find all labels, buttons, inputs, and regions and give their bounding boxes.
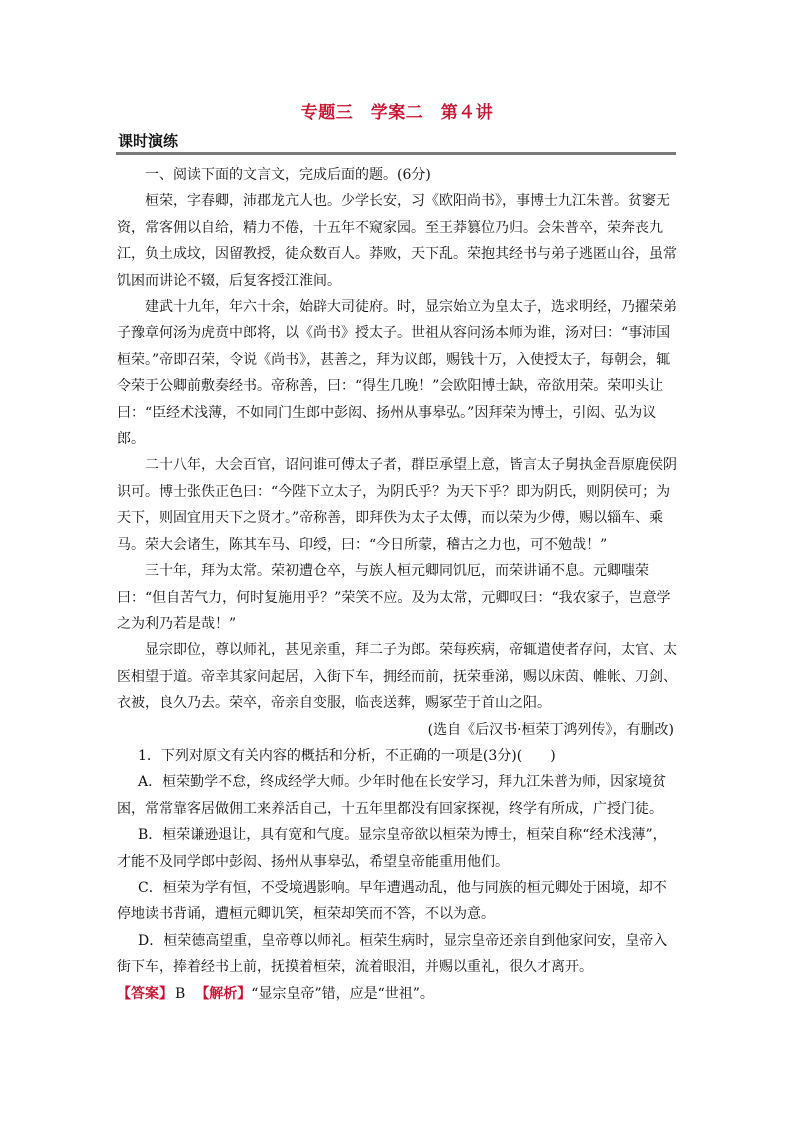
content-body (117, 162, 678, 1007)
page-title: 专题三 学案二 第４讲 (300, 103, 494, 123)
explanation-text: “显宗皇帝”错，应是“世祖”。 (251, 985, 434, 1002)
answer-value: B (175, 985, 186, 1002)
answer-tag: 【答案】 (117, 985, 173, 1002)
answer-line (117, 981, 678, 1007)
source-citation: (选自《后汉书·桓荣丁鸿列传》，有删改) (427, 721, 674, 738)
passage-paragraph: 桓荣，字春卿，沛郡龙亢人也。少学长安，习《欧阳尚书》，事博士九江朱普。贫窭无资，常客佣以自给，精力不倦，十五年不窥家园。至王莽篡位乃归。会朱普卒，荣奔丧九江，负土成坟，因留教授，徒众数百人。莽败，天下乱。荣抱其经书与弟子逃匿山谷，虽常饥困而讲论不辍，后复客授江淮间。 (117, 193, 677, 289)
passage-paragraph: 二十八年，大会百官，诏问谁可傅太子者，群臣承望上意，皆言太子舅执金吾原鹿侯阴识可。博士张佚正色曰：“今陛下立太子，为阴氏乎？为天下乎？即为阴氏，则阴侯可；为天下，则固宜用天下之贤才。”帝称善，即拜佚为太子太傅，而以荣为少傅，赐以辎车、乘马。荣大会诸生，陈其车马、印绶，曰：“今日所蒙，稽古之力也，可不勉哉！” (117, 457, 677, 553)
instruction-text: 一、阅读下面的文言文，完成后面的题。(6分) (145, 167, 431, 183)
question-stem: 1．下列对原文有关内容的概括和分析，不正确的一项是(3分)( ) (138, 747, 556, 764)
option-a: A．桓荣勤学不怠，终成经学大师。少年时他在长安学习，拜九江朱普为师，因家境贫困，常常靠客居做佣工来养活自己，十五年里都没有回家探视，终学有所成，广授门徒。 (117, 774, 667, 817)
option-b: B．桓荣谦逊退让，具有宽和气度。显宗皇帝欲以桓荣为博士，桓荣自称“经术浅薄”，才能不及同学郎中彭闳、扬州从事皋弘，希望皇帝能重用他们。 (117, 827, 667, 870)
explanation-tag: 【解析】 (195, 985, 252, 1002)
passage-paragraph: 三十年，拜为太常。荣初遭仓卒，与族人桓元卿同饥厄，而荣讲诵不息。元卿嗤荣曰：“但自苦气力，何时复施用乎？”荣笑不应。及为太常，元卿叹曰：“我农家子，岂意学之为利乃若是哉！” (117, 563, 671, 632)
heading-divider (116, 152, 676, 155)
option-d: D．桓荣德高望重，皇帝尊以师礼。桓荣生病时，显宗皇帝还亲自到他家问安，皇帝入街下车，捧着经书上前，抚摸着桓荣，流着眼泪，并赐以重礼，很久才离开。 (117, 932, 668, 976)
passage-paragraph: 显宗即位，尊以师礼，甚见亲重，拜二子为郎。荣每疾病，帝辄遣使者存问，太官、太医相望于道。帝幸其家问起居，入街下车，拥经而前，抚荣垂涕，赐以床茵、帷帐、刀剑、衣被，良久乃去。荣卒，帝亲自变服，临丧送葬，赐冢茔于首山之阳。 (117, 642, 677, 712)
section-heading: 课时演练 (118, 132, 179, 150)
passage-paragraph: 建武十九年，年六十余，始辟大司徒府。时，显宗始立为皇太子，选求明经，乃擢荣弟子豫章何汤为虎贲中郎将，以《尚书》授太子。世祖从容问汤本师为谁，汤对曰：“事沛国桓荣。”帝即召荣，令说《尚书》，甚善之，拜为议郎，赐钱十万，入使授太子，每朝会，辄令荣于公卿前敷奏经书。帝称善，曰：“得生几晚！”会欧阳博士缺，帝欲用荣。荣叩头让曰：“臣经术浅薄，不如同门生郎中彭闳、扬州从事皋弘。”因拜荣为博士，引闳、弘为议郎。 (117, 299, 677, 448)
option-c: C．桓荣为学有恒，不受境遇影响。早年遭遇动乱，他与同族的桓元卿处于困境，却不停地读书背诵，遭桓元卿讥笑，桓荣却笑而不答，不以为意。 (117, 879, 667, 923)
